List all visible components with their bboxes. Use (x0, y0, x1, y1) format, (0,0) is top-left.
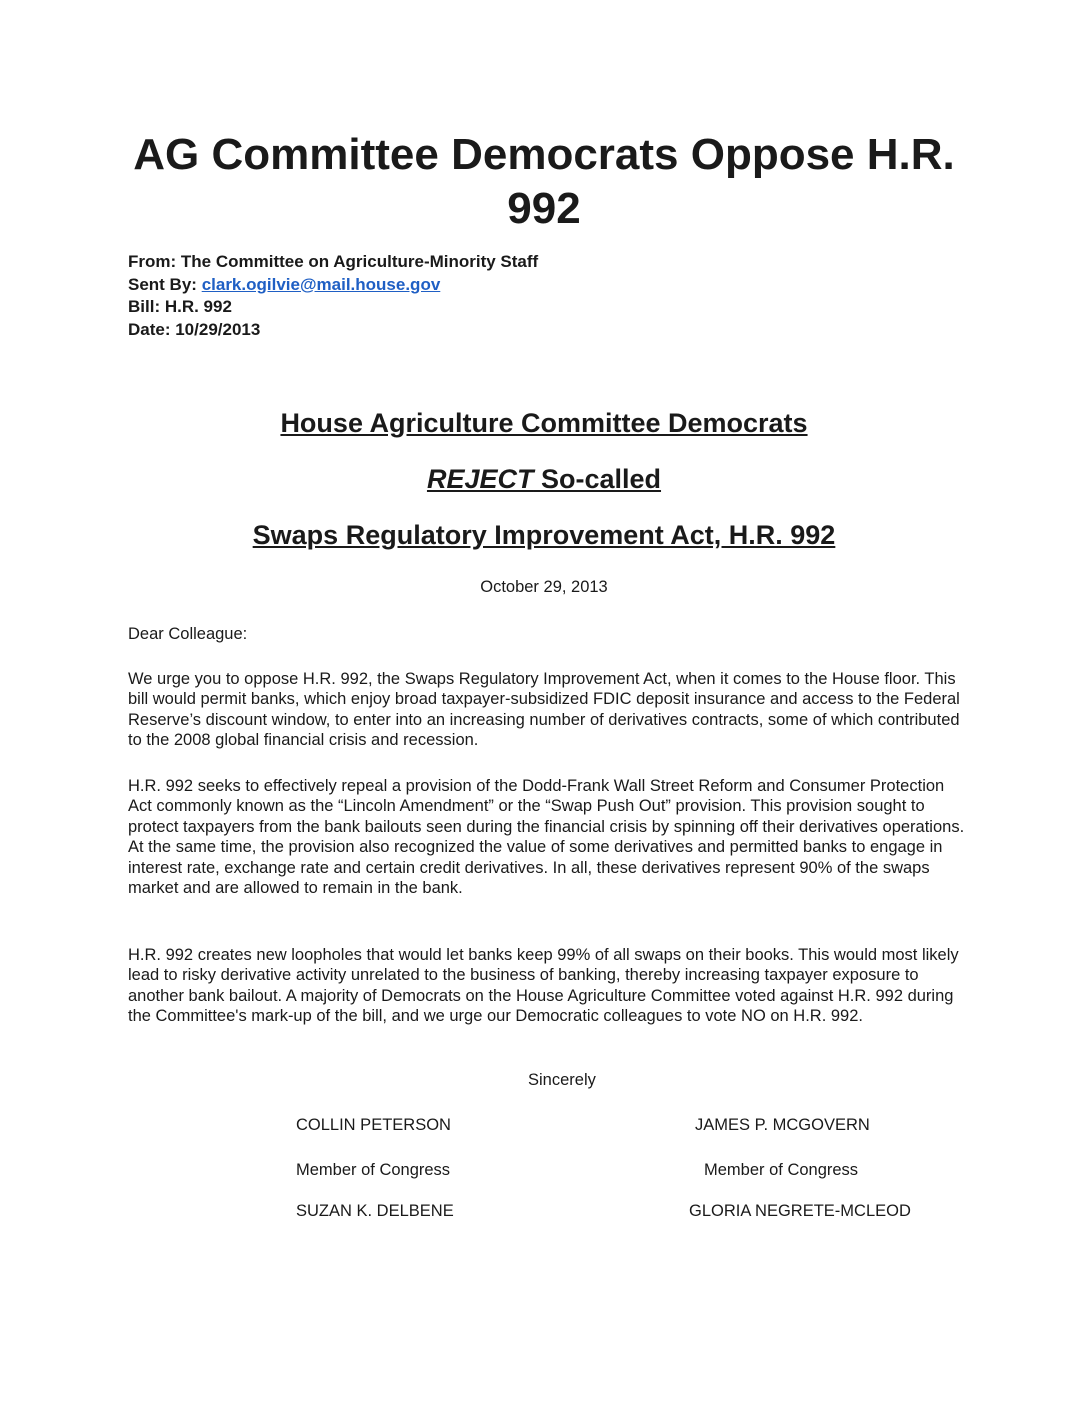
paragraph-1: We urge you to oppose H.R. 992, the Swaps Regulatory Improvement Act, when it comes to the House floor. This bill would permit banks, which enjoy broad taxpayer-subsidized FDIC deposit insurance and access to the Federal Reserve’s discount window, to enter into an increasing number of derivatives contracts, some of which contributed to the 2008 global financial crisis and recession. (128, 670, 960, 750)
signatory-name-2: JAMES P. MCGOVERN (695, 1116, 870, 1134)
document-title-line-2: 992 (507, 184, 581, 233)
sender-email-link[interactable]: clark.ogilvie@mail.house.gov (201, 274, 441, 294)
signatory-name-1: COLLIN PETERSON (296, 1116, 451, 1134)
salutation: Dear Colleague: (128, 625, 248, 643)
signatory-role-1: Member of Congress (296, 1161, 451, 1179)
paragraph-2: H.R. 992 seeks to effectively repeal a provision of the Dodd-Frank Wall Street Reform and Consumer Protection Act commonly known as the “Lincoln Amendment” or the “Swap Push Out” provision. This provision sought to protect taxpayers from the bank bailouts seen during the financial crisis by spinning off their derivatives operations. At the same time, the provision also recognized the value of some derivatives and permitted banks to engage in interest rate, exchange rate and certain credit derivatives. In all, these derivatives represent 90% of the swaps market and are allowed to remain in the bank. (128, 777, 965, 898)
sent-by-label: Sent By: (128, 274, 202, 294)
heading-line-1: House Agriculture Committee Democrats (280, 408, 808, 438)
from-line: From: The Committee on Agriculture-Minority Staff (128, 252, 539, 271)
heading-line-2 (100, 464, 988, 495)
document-title (100, 128, 988, 236)
heading-reject-word: REJECT (426, 464, 534, 494)
date-line: Date: 10/29/2013 (128, 319, 261, 339)
document-title-line-1: AG Committee Democrats Oppose H.R. (133, 130, 955, 179)
signatory-name-4: GLORIA NEGRETE-MCLEOD (689, 1202, 911, 1220)
letter-date: October 29, 2013 (480, 578, 608, 596)
signatory-name-3: SUZAN K. DELBENE (296, 1202, 454, 1220)
signatory-role-2: Member of Congress (704, 1161, 859, 1179)
header-metadata (128, 251, 538, 341)
heading-line-3: Swaps Regulatory Improvement Act, H.R. 992 (252, 520, 836, 550)
sent-by-line (128, 274, 538, 297)
paragraph-3: H.R. 992 creates new loopholes that would let banks keep 99% of all swaps on their books. This would most likely lead to risky derivative activity unrelated to the business of banking, thereby increasing taxpayer exposure to another bank bailout. A majority of Democrats on the House Agriculture Committee voted against H.R. 992 during the Committee's mark-up of the bill, and we urge our Democratic colleagues to vote NO on H.R. 992. (128, 946, 959, 1026)
closing: Sincerely (528, 1071, 596, 1089)
heading-so-called: So-called (533, 464, 662, 494)
bill-line: Bill: H.R. 992 (128, 297, 232, 316)
